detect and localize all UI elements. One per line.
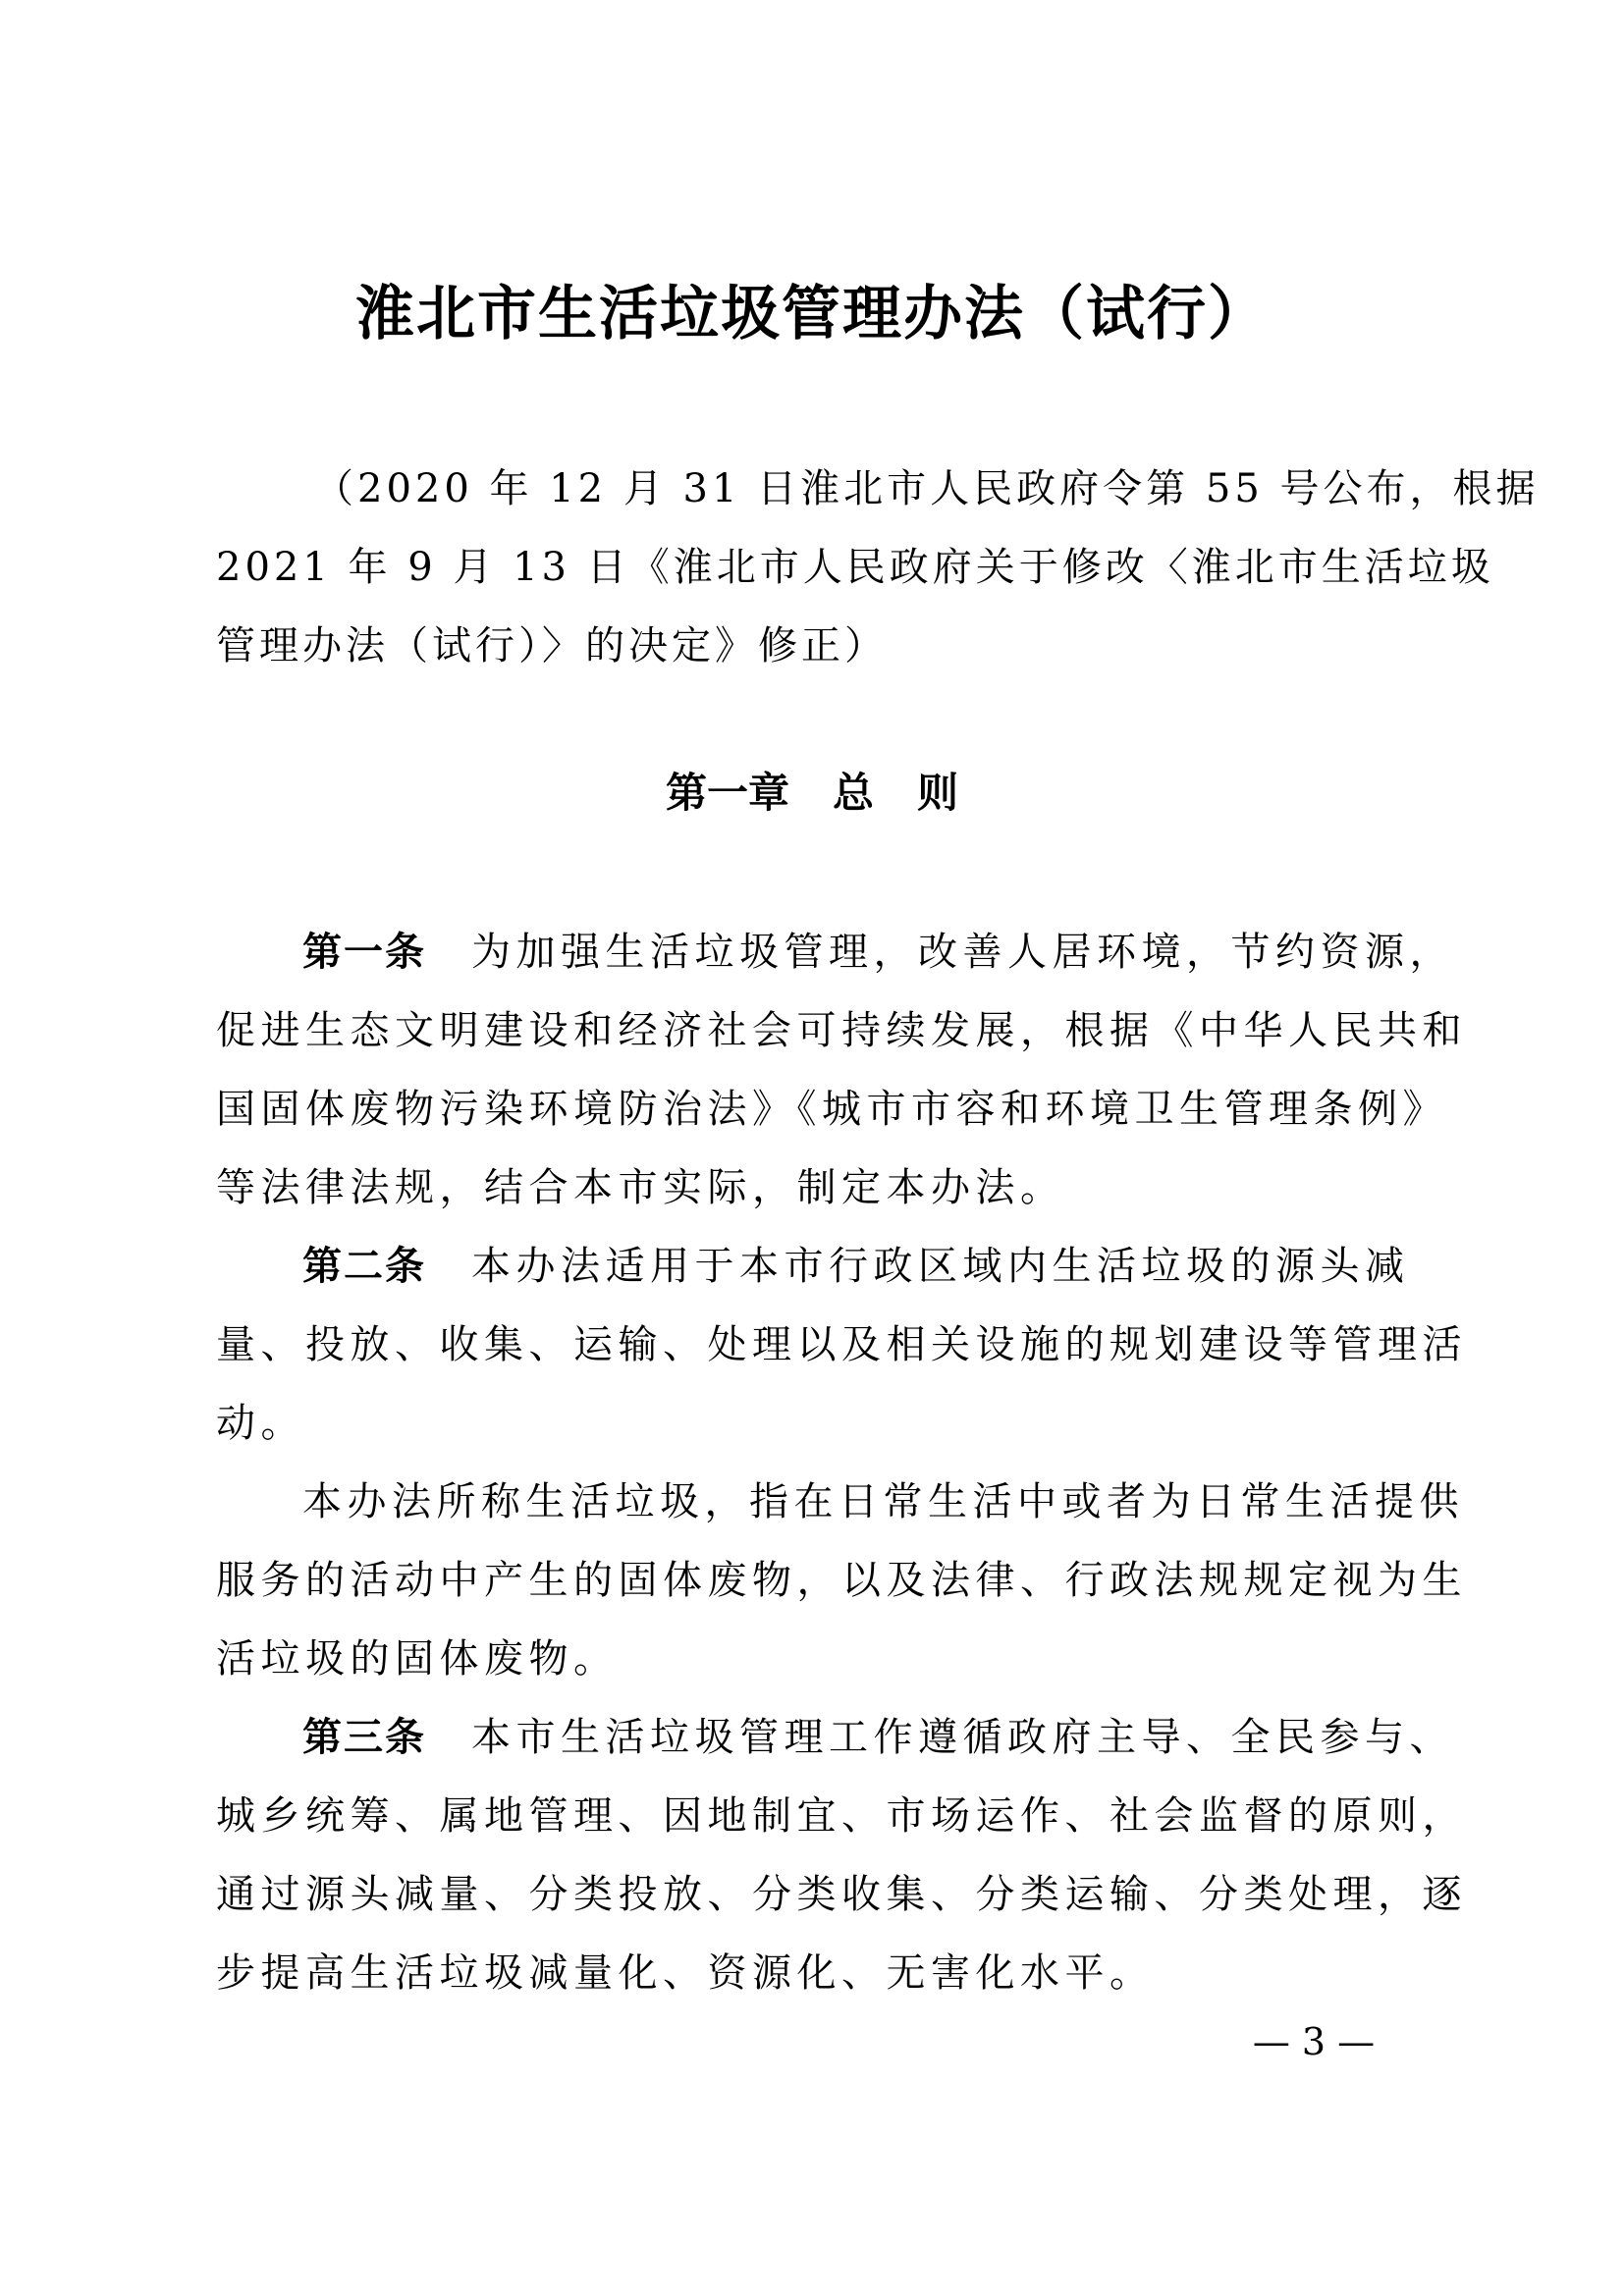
article-text: 本市生活垃圾管理工作遵循政府主导、全民参与、 — [471, 1715, 1454, 1760]
article-1-line: 促进生态文明建设和经济社会可持续发展，根据《中华人民共和 — [216, 1008, 1467, 1053]
article-2-paragraph-2-line: 本办法所称生活垃圾，指在日常生活中或者为日常生活提供 — [302, 1479, 1464, 1524]
article-1-line: 等法律法规，结合本市实际，制定本办法。 — [216, 1165, 1065, 1210]
chapter-heading — [0, 761, 1624, 826]
preamble-line: 2021 年 9 月 13 日《淮北市人民政府关于修改〈淮北市生活垃圾 — [216, 545, 1494, 590]
chapter-name: 总则 — [833, 769, 1002, 817]
preamble-line: （2020 年 12 月 31 日淮北市人民政府令第 55 号公布，根据 — [314, 466, 1540, 511]
article-2-line: 动。 — [216, 1401, 305, 1446]
article-text: 本办法适用于本市行政区域内生活垃圾的源头减 — [471, 1244, 1410, 1289]
article-label: 第二条 — [302, 1244, 426, 1289]
article-3-line: 通过源头减量、分类投放、分类收集、分类运输、分类处理，逐 — [216, 1872, 1467, 1917]
article-3-line: 城乡统筹、属地管理、因地制宜、市场运作、社会监督的原则， — [216, 1793, 1467, 1839]
document-title: 淮北市生活垃圾管理办法（试行） — [355, 280, 1269, 348]
article-label: 第一条 — [302, 930, 426, 975]
document-preamble — [216, 450, 1540, 685]
page-number: — 3 — — [1252, 2020, 1376, 2063]
article-text: 为加强生活垃圾管理，改善人居环境，节约资源， — [471, 930, 1454, 975]
article-2-line — [216, 1227, 1434, 1306]
document-body — [216, 913, 1467, 2012]
article-2-paragraph-2-line: 服务的活动中产生的固体废物，以及法律、行政法规规定视为生 — [216, 1558, 1467, 1603]
article-label: 第三条 — [302, 1715, 426, 1760]
preamble-line: 管理办法（试行）〉的决定》修正） — [216, 623, 888, 668]
article-3-line: 步提高生活垃圾减量化、资源化、无害化水平。 — [216, 1950, 1155, 1996]
article-1-line: 国固体废物污染环境防治法》《城市市容和环境卫生管理条例》 — [216, 1087, 1447, 1132]
chapter-number: 第一章 — [665, 769, 789, 817]
article-2-paragraph-2-line: 活垃圾的固体废物。 — [216, 1636, 619, 1682]
article-3-line — [216, 1698, 1454, 1777]
article-2-line: 量、投放、收集、运输、处理以及相关设施的规划建设等管理活 — [216, 1322, 1467, 1367]
article-1-line — [216, 913, 1454, 991]
